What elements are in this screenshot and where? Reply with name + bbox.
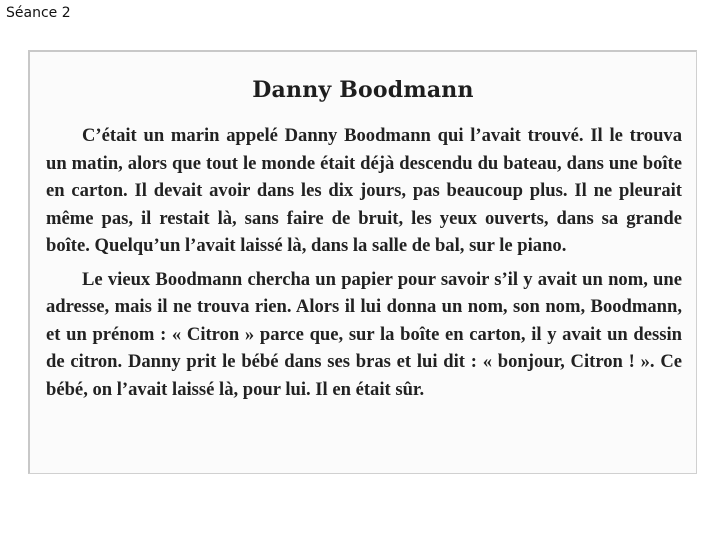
excerpt-title: Danny Boodmann [252,77,474,103]
slide-title: Séance 2 [6,5,71,21]
paragraph-1: C’était un marin appelé Danny Boodmann qui l’avait trouvé. Il le trouva un matin, alors que tout le monde était déjà descendu du bateau, dans une boîte en carton. Il devait avoir dans les dix jours, pas beaucoup plus. Il ne pleurait même pas, il restait là, sans faire de bruit, les yeux ouverts, dans sa grande boîte. Quelqu’un l’avait laissé là, dans la salle de bal, sur le piano. [46,125,682,256]
excerpt-body [46,122,682,403]
paragraph-2: Le vieux Boodmann chercha un papier pour savoir s’il y avait un nom, une adresse, mais il ne trouva rien. Alors il lui donna un nom, son nom, Boodmann, et un prénom : « Citron » parce que, sur la boîte en carton, il y avait un dessin de citron. Danny prit le bébé dans ses bras et lui dit : « bonjour, Citron ! ». Ce bébé, on l’avait laissé là, pour lui. Il en était sûr. [46,268,682,400]
scanned-text-excerpt [28,50,697,474]
